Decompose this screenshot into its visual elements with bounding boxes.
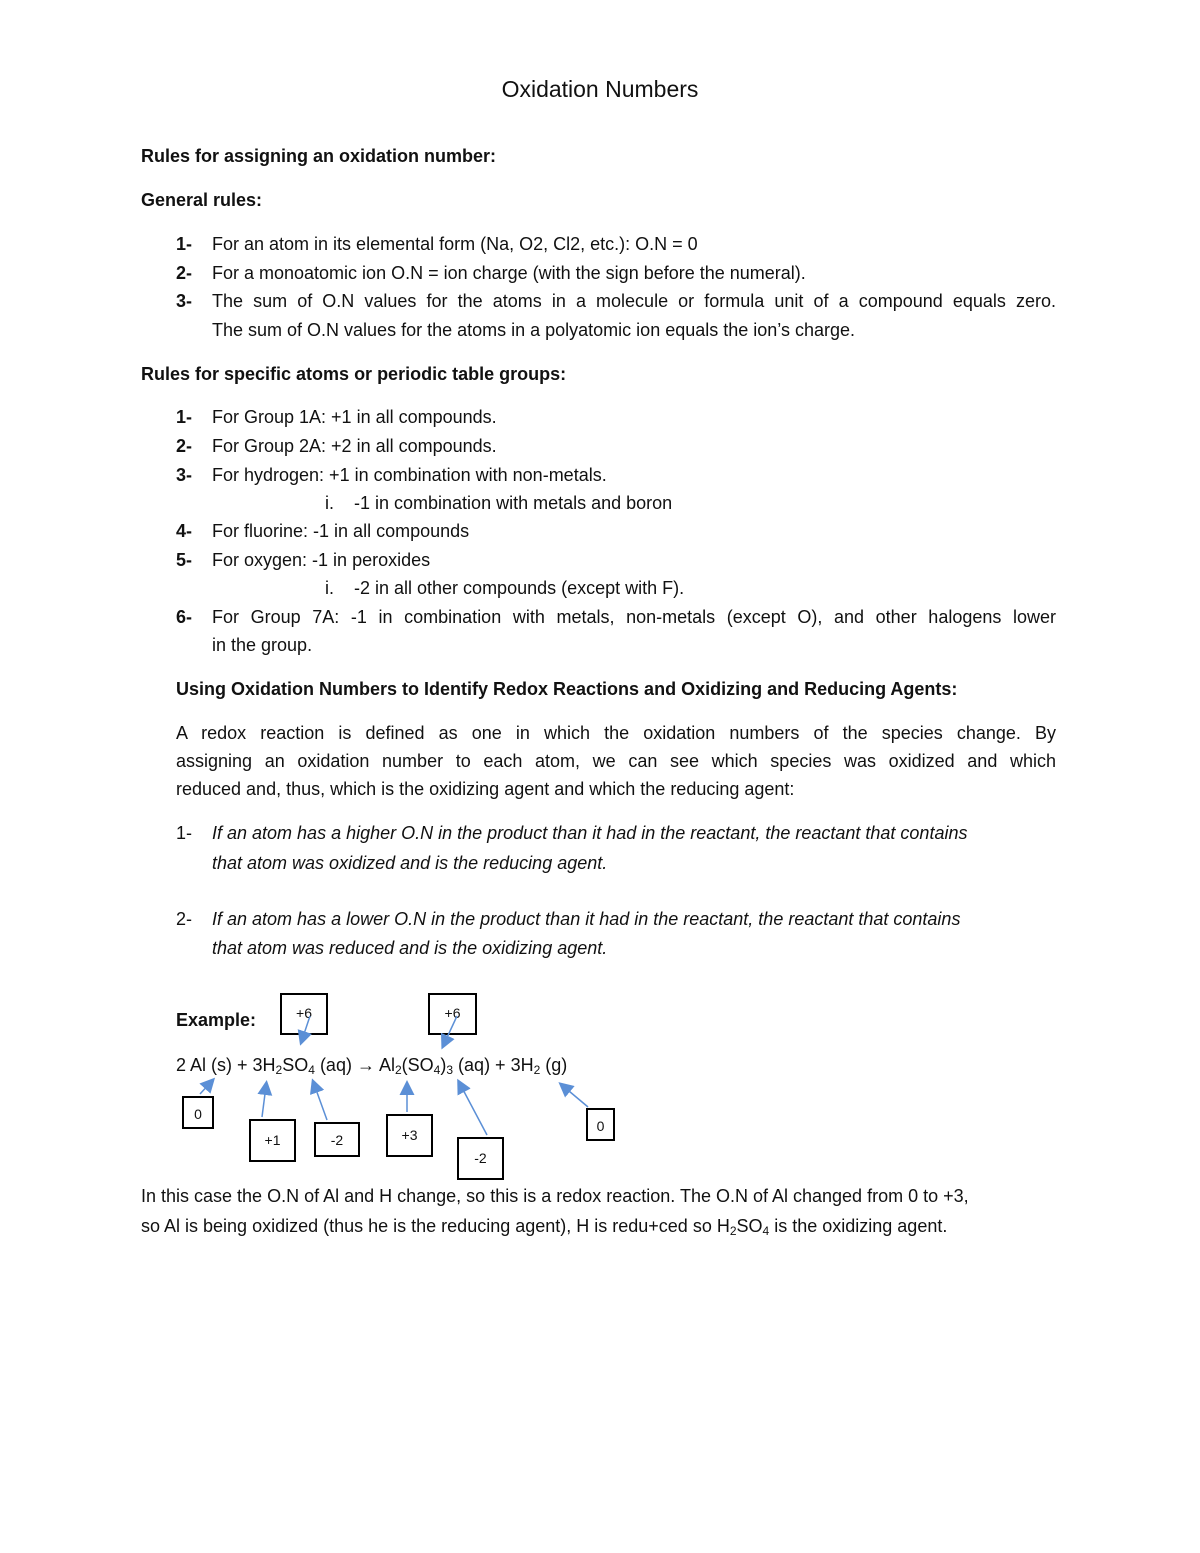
heading-general: General rules:: [141, 190, 263, 210]
conclusion-line: In this case the O.N of Al and H change, so this is a redox reaction. The O.N of Al changed from 0 to +3,: [141, 1186, 969, 1206]
list-item: For a monoatomic ion O.N = ion charge (with the sign before the numeral).: [212, 263, 806, 283]
list-item-continued: in the group.: [212, 635, 313, 655]
list-number: 1-: [176, 823, 193, 843]
arrow-s-reactant: [302, 1016, 310, 1040]
list-item: If an atom has a lower O.N in the product than it had in the reactant, the reactant that contains: [212, 909, 961, 929]
arrow-h-reactant: [262, 1086, 266, 1117]
on-box-al-product: +3: [386, 1114, 433, 1157]
list-number: 6-: [176, 607, 193, 627]
list-item: The sum of O.N values for the atoms in a molecule or formula unit of a compound equals zero.: [212, 291, 1056, 311]
list-number: 2-: [176, 263, 193, 283]
example-label: Example:: [176, 1010, 257, 1030]
right-arrow-icon: →: [356, 1055, 375, 1075]
heading-rules: Rules for assigning an oxidation number:: [141, 146, 497, 166]
list-number: 3-: [176, 465, 193, 485]
list-number: 5-: [176, 550, 193, 570]
on-box-o-product: -2: [457, 1137, 504, 1180]
on-box-h-product: 0: [586, 1108, 615, 1141]
sublist-item: -2 in all other compounds (except with F).: [354, 578, 685, 598]
paragraph-line: assigning an oxidation number to each atom, we can see which species was oxidized and which: [176, 751, 1056, 771]
arrow-h-product: [563, 1086, 588, 1107]
arrow-o-reactant: [314, 1084, 327, 1120]
on-box-o-reactant: -2: [314, 1122, 360, 1157]
list-item: For an atom in its elemental form (Na, O2, Cl2, etc.): O.N = 0: [212, 234, 698, 254]
list-item: For Group 2A: +2 in all compounds.: [212, 436, 497, 456]
list-number: 4-: [176, 521, 193, 541]
on-box-s-product: +6: [428, 993, 477, 1035]
list-number: 2-: [176, 436, 193, 456]
paragraph-line: reduced and, thus, which is the oxidizing agent and which the reducing agent:: [176, 779, 795, 799]
heading-redox: Using Oxidation Numbers to Identify Redox Reactions and Oxidizing and Reducing Agents:: [176, 679, 958, 699]
on-box-h-reactant: +1: [249, 1119, 296, 1162]
list-item: For Group 7A: -1 in combination with metals, non-metals (except O), and other halogens lower: [212, 607, 1056, 627]
chemical-equation: 2 Al $(s) + 3H_2SO_4$ $(aq) \to Al_2(SO_4)_3$ $(aq) + 3H_2$ (g): [176, 1055, 568, 1077]
on-box-al-reactant: 0: [182, 1096, 214, 1129]
page-title: Oxidation Numbers: [501, 76, 699, 102]
sublist-number: i.: [325, 578, 334, 598]
list-number: 1-: [176, 234, 193, 254]
on-box-s-reactant: +6: [280, 993, 328, 1035]
list-number: 3-: [176, 291, 193, 311]
list-item-continued: that atom was reduced and is the oxidizing agent.: [212, 938, 608, 958]
list-item: If an atom has a higher O.N in the product than it had in the reactant, the reactant that contains: [212, 823, 968, 843]
list-number: 2-: [176, 909, 193, 929]
list-item: For hydrogen: +1 in combination with non-metals.: [212, 465, 607, 485]
list-item-continued: The sum of O.N values for the atoms in a polyatomic ion equals the ion’s charge.: [212, 320, 855, 340]
sublist-number: i.: [325, 493, 334, 513]
arrow-s-product: [444, 1016, 457, 1044]
list-item: For Group 1A: +1 in all compounds.: [212, 407, 497, 427]
arrow-o-product: [460, 1084, 487, 1135]
paragraph-line: A redox reaction is defined as one in which the oxidation numbers of the species change. By: [176, 723, 1056, 743]
arrow-al-reactant: [200, 1082, 211, 1094]
sublist-item: -1 in combination with metals and boron: [354, 493, 673, 513]
heading-specific: Rules for specific atoms or periodic table groups:: [141, 364, 567, 384]
list-item: For fluorine: -1 in all compounds: [212, 521, 470, 541]
list-item: For oxygen: -1 in peroxides: [212, 550, 431, 570]
list-item-continued: that atom was oxidized and is the reducing agent.: [212, 853, 608, 873]
list-number: 1-: [176, 407, 193, 427]
conclusion-line: so Al is being oxidized (thus he is the reducing agent), H is redu+ced so $H_2SO_4$ is the oxidizing agent.: [141, 1216, 948, 1238]
